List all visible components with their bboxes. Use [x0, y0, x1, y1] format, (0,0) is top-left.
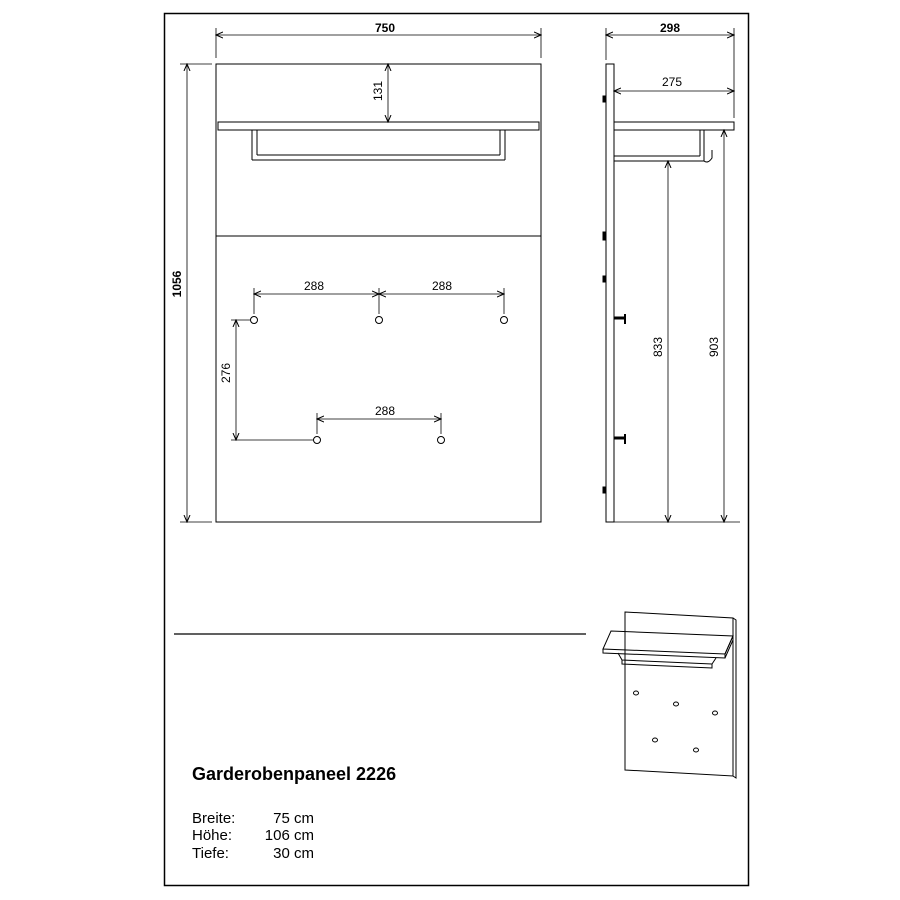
hook-top-left: [251, 317, 258, 324]
side-shelf: [614, 122, 734, 130]
hook-row-gap-label: 276: [219, 362, 233, 384]
spec-label: Breite:: [192, 810, 236, 827]
spec-label: Tiefe:: [192, 845, 229, 862]
front-dimensions: [180, 28, 541, 522]
shelf-height-label: 131: [371, 80, 385, 102]
spec-value: 106 cm: [264, 827, 314, 844]
spec-label: Höhe:: [192, 827, 233, 844]
side-dimensions: [606, 28, 740, 522]
side-view: [603, 64, 734, 522]
side-hook-lower: [614, 434, 625, 444]
front-width-label: 750: [374, 21, 396, 35]
side-fitting-2: [603, 232, 606, 240]
hook-spacing-top-left-label: 288: [303, 279, 325, 293]
hook-spacing-bottom-label: 288: [374, 404, 396, 418]
side-depth-total-label: 298: [659, 21, 681, 35]
product-title: Garderobenpaneel 2226: [192, 764, 397, 784]
perspective-view: [603, 612, 736, 778]
hook-bottom-left: [314, 437, 321, 444]
front-panel-outline: [216, 64, 541, 522]
side-height-rod-label: 833: [651, 336, 665, 358]
side-fitting-1: [603, 96, 606, 102]
spec-value: 30 cm: [273, 845, 314, 862]
front-clothes-rail: [252, 130, 505, 160]
hook-top-right: [501, 317, 508, 324]
front-view: [216, 64, 541, 522]
spec-value: 75 cm: [273, 810, 314, 827]
front-shelf: [218, 122, 539, 130]
side-fitting-4: [603, 487, 606, 493]
side-height-shelf-label: 903: [707, 336, 721, 358]
side-hook-upper: [614, 314, 625, 324]
side-rail-bracket: [614, 130, 712, 162]
side-fitting-3: [603, 276, 606, 282]
side-panel: [606, 64, 614, 522]
hook-bottom-right: [438, 437, 445, 444]
hook-top-center: [376, 317, 383, 324]
hook-spacing-top-right-label: 288: [431, 279, 453, 293]
front-height-label: 1056: [170, 270, 184, 298]
side-depth-shelf-label: 275: [661, 75, 683, 89]
